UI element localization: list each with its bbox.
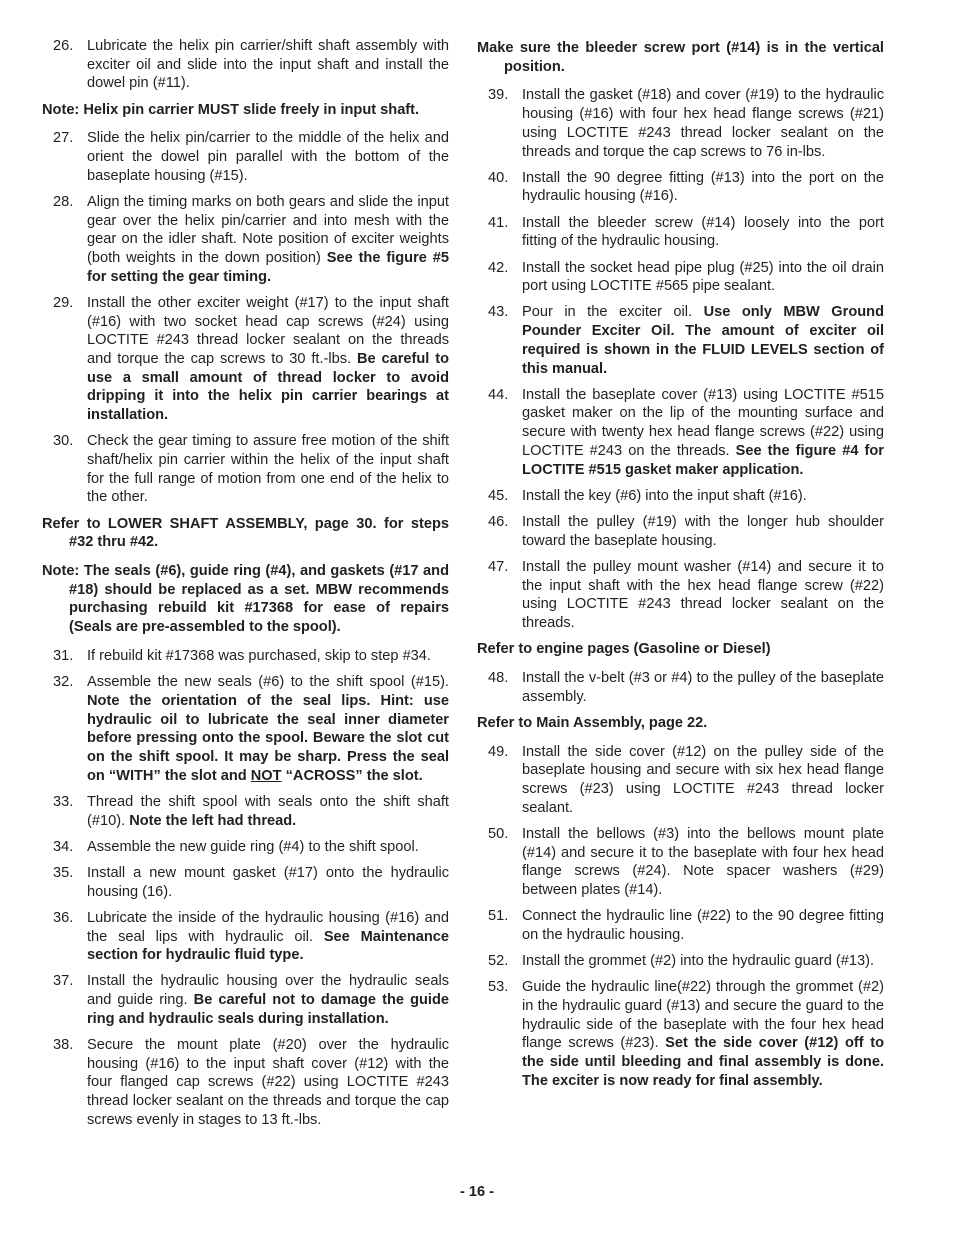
step-text xyxy=(522,952,884,971)
emphasis-text: NOT xyxy=(250,767,282,784)
step-text xyxy=(522,743,884,818)
step-text xyxy=(522,825,884,900)
step-item xyxy=(477,513,884,550)
step-item xyxy=(477,743,884,818)
step-item xyxy=(477,303,884,378)
step-number: 42. xyxy=(488,259,509,276)
step-item xyxy=(42,972,449,1028)
step-item xyxy=(477,86,884,161)
note-text: Refer to Main Assembly, page 22. xyxy=(477,714,708,731)
note-text: Make sure the bleeder screw port (#14) is in the vertical position. xyxy=(477,40,884,75)
step-item xyxy=(42,864,449,901)
step-item xyxy=(477,214,884,251)
step-text-run: Install the pulley (#19) with the longer hub shoulder toward the baseplate housing. xyxy=(522,513,884,549)
step-item xyxy=(42,294,449,425)
step-text xyxy=(522,907,884,944)
step-text xyxy=(87,432,449,507)
step-text-run: Align the timing marks on both gears and slide the input gear over the helix pin/carrier and into mesh with the gear on the idler shaft. Note position of exciter weights (both weights in the down position) xyxy=(87,193,449,267)
emphasis-text: Be careful not to damage the guide ring and hydraulic seals during installation. xyxy=(87,992,449,1027)
step-text-run: Slide the helix pin/carrier to the middle of the helix and orient the dowel pin parallel with the bottom of the baseplate housing (#15). xyxy=(87,130,449,184)
step-number: 37. xyxy=(53,973,74,990)
step-text-run: Install the pulley mount washer (#14) and secure it to the input shaft with the hex head flange screw (#22) using LOCTITE #243 thread locker sealant on the threads. xyxy=(522,558,884,631)
step-item xyxy=(477,558,884,633)
step-number: 33. xyxy=(53,793,74,810)
step-number: 41. xyxy=(488,214,509,231)
step-text xyxy=(522,386,884,480)
step-text xyxy=(87,193,449,287)
step-item xyxy=(42,909,449,965)
step-number: 31. xyxy=(53,647,74,664)
step-text-run: Install a new mount gasket (#17) onto the hydraulic housing (16). xyxy=(87,864,449,900)
step-text-run: Install the baseplate cover (#13) using LOCTITE #515 gasket maker on the lip of the mounting surface and secure with twenty hex head flange screws (#22) using LOCTITE #243 on the threads. xyxy=(522,386,884,459)
step-text xyxy=(87,972,449,1028)
step-text xyxy=(87,673,449,785)
step-text-run: Pour in the exciter oil. xyxy=(522,304,704,321)
emphasis-text: See the figure #5 for setting the gear timing. xyxy=(87,250,449,285)
step-item xyxy=(477,825,884,900)
step-text xyxy=(87,793,449,830)
step-number: 46. xyxy=(488,513,509,530)
step-number: 26. xyxy=(53,38,74,54)
step-number: 53. xyxy=(488,979,509,996)
step-text-run: Install the grommet (#2) into the hydraulic guard (#13). xyxy=(522,953,875,970)
step-number: 34. xyxy=(53,838,74,855)
step-text-run: Connect the hydraulic line (#22) to the 90 degree fitting on the hydraulic housing. xyxy=(522,908,884,943)
step-text xyxy=(522,303,884,378)
step-text-run: Install the bellows (#3) into the bellows mount plate (#14) and secure it to the baseplate with four hex head flange screws (#24). Note spacer washers (#29) between plates (#14). xyxy=(522,825,884,898)
step-text xyxy=(87,294,449,425)
step-text xyxy=(87,1036,449,1130)
emphasis-text: See Maintenance section for hydraulic fluid type. xyxy=(87,928,450,964)
step-text-run: Install the 90 degree fitting (#13) into the port on the hydraulic housing (#16). xyxy=(522,169,884,205)
step-item xyxy=(477,386,884,480)
step-number: 49. xyxy=(488,743,509,760)
step-text xyxy=(522,978,884,1090)
step-text xyxy=(522,86,884,161)
step-text-run: Lubricate the inside of the hydraulic housing (#16) and the seal lips with hydraulic oil. xyxy=(87,909,449,945)
step-text xyxy=(522,669,884,706)
step-text xyxy=(522,259,884,296)
step-number: 36. xyxy=(53,909,74,926)
step-number: 32. xyxy=(53,674,74,691)
step-item xyxy=(42,432,449,507)
step-text-run: Install the key (#6) into the input shaft (#16). xyxy=(522,487,807,504)
step-text-run: Assemble the new seals (#6) to the shift spool (#15). xyxy=(87,674,449,691)
step-text xyxy=(87,864,449,901)
step-number: 27. xyxy=(53,130,74,147)
step-number: 29. xyxy=(53,294,74,311)
step-number: 43. xyxy=(488,304,509,321)
step-text-run: Check the gear timing to assure free motion of the shift shaft/helix pin carrier within the helix of the input shaft for the full range of motion from one end of the helix to the other. xyxy=(87,433,449,506)
step-text-run: Assemble the new guide ring (#4) to the shift spool. xyxy=(87,838,419,855)
step-text xyxy=(87,647,449,666)
step-text-run: If rebuild kit #17368 was purchased, skip to step #34. xyxy=(87,647,431,664)
right-column xyxy=(477,37,884,1098)
emphasis-text: Note the orientation of the seal lips. Hint: use hydraulic oil to lubricate the seal inner diameter before pressing onto the spool. Beware the slot cut on the shift spool. It may be sharp. Press the seal on “WITH” the slot and xyxy=(87,692,449,784)
emphasis-text: Set the side cover (#12) off to the side until bleeding and final assembly is done. The exciter is now ready for final assembly. xyxy=(522,1035,884,1089)
step-item xyxy=(42,647,449,666)
step-text-run: Install the bleeder screw (#14) loosely into the port fitting of the hydraulic housing. xyxy=(522,214,884,250)
step-text-run: Install the socket head pipe plug (#25) into the oil drain port using LOCTITE #565 pipe sealant. xyxy=(522,259,884,295)
note-text: Refer to LOWER SHAFT ASSEMBLY, page 30. for steps #32 thru #42. xyxy=(42,515,449,551)
step-number: 28. xyxy=(53,193,74,210)
step-number: 51. xyxy=(488,908,509,925)
note-text: Refer to engine pages (Gasoline or Diesel) xyxy=(477,641,771,658)
step-number: 44. xyxy=(488,386,509,403)
step-text xyxy=(522,558,884,633)
step-number: 45. xyxy=(488,487,509,504)
step-item xyxy=(477,907,884,944)
emphasis-text: “ACROSS” the slot. xyxy=(281,767,423,784)
step-text-run: Install the v-belt (#3 or #4) to the pulley of the baseplate assembly. xyxy=(522,669,884,705)
step-number: 50. xyxy=(488,825,509,842)
step-text-run: Install the side cover (#12) on the pulley side of the baseplate housing and secure with six hex head flange screws (#23) using LOCTITE #243 thread locker sealant. xyxy=(522,743,884,816)
emphasis-text: Use only MBW Ground Pounder Exciter Oil. The amount of exciter oil required is shown in the FLUID LEVELS section of this manual. xyxy=(522,304,884,377)
emphasis-text: Note the left had thread. xyxy=(129,812,297,829)
note-text: Note: Helix pin carrier MUST slide freely in input shaft. xyxy=(42,101,420,118)
note-text: Note: The seals (#6), guide ring (#4), and gaskets (#17 and #18) should be replaced as a set. MBW recommends purchasing rebuild kit #17368 for ease of repairs (Seals are pre-assembled to the spool). xyxy=(42,563,449,636)
step-text xyxy=(87,37,449,93)
step-item xyxy=(42,37,449,93)
step-number: 35. xyxy=(53,864,74,881)
step-item xyxy=(42,129,449,185)
step-number: 52. xyxy=(488,953,509,970)
step-item xyxy=(42,793,449,830)
emphasis-text: Be careful to use a small amount of thread locker to avoid dripping it into the helix pin carrier bearings at installation. xyxy=(87,351,449,424)
step-item xyxy=(42,193,449,287)
step-number: 38. xyxy=(53,1037,74,1054)
step-item xyxy=(42,673,449,785)
step-number: 48. xyxy=(488,669,509,686)
step-text xyxy=(522,513,884,550)
step-text xyxy=(522,214,884,251)
step-text xyxy=(522,169,884,206)
step-item xyxy=(42,1036,449,1130)
step-text-run: Secure the mount plate (#20) over the hydraulic housing (#16) to the input shaft cover (#12) with the four flanged cap screws (#22) using LOCTITE #243 thread locker sealant on the threads and torque the cap screws evenly in stages to 13 ft.-lbs. xyxy=(87,1037,449,1128)
step-number: 40. xyxy=(488,169,509,186)
step-item xyxy=(477,487,884,506)
step-item xyxy=(477,669,884,706)
step-item xyxy=(477,978,884,1090)
step-text-run: Guide the hydraulic line(#22) through the grommet (#2) in the hydraulic guard (#13) and secure the guard to the hydraulic side of the baseplate with the four hex head flange screws (#23). xyxy=(522,979,884,1052)
step-text-run: Lubricate the helix pin carrier/shift shaft assembly with exciter oil and slide into the input shaft and install the dowel pin (#11). xyxy=(87,38,449,92)
left-column xyxy=(42,37,449,1137)
step-text xyxy=(87,129,449,185)
step-number: 30. xyxy=(53,433,74,450)
emphasis-text: See the figure #4 for LOCTITE #515 gasket maker application. xyxy=(522,442,884,478)
step-text-run: Install the gasket (#18) and cover (#19) to the hydraulic housing (#16) with four hex head flange screws (#21) using LOCTITE #243 thread locker sealant on the threads and torque the cap screws to 76 in-lbs. xyxy=(522,87,884,160)
step-number: 39. xyxy=(488,87,509,104)
step-text-run: Thread the shift spool with seals onto the shift shaft (#10). xyxy=(87,793,449,829)
step-text xyxy=(87,909,449,965)
step-item xyxy=(477,952,884,971)
step-item xyxy=(477,259,884,296)
step-text xyxy=(87,838,449,857)
step-item xyxy=(42,838,449,857)
step-number: 47. xyxy=(488,558,509,575)
step-item xyxy=(477,169,884,206)
step-text xyxy=(522,487,884,506)
step-text-run: Install the other exciter weight (#17) to the input shaft (#16) with two socket head cap screws (#24) using LOCTITE #243 thread locker sealant on the threads and torque the cap screws to 30 ft.-lbs. xyxy=(87,294,449,368)
step-text-run: Install the hydraulic housing over the hydraulic seals and guide ring. xyxy=(87,973,449,1009)
page-number: - 16 - xyxy=(459,1184,495,1200)
